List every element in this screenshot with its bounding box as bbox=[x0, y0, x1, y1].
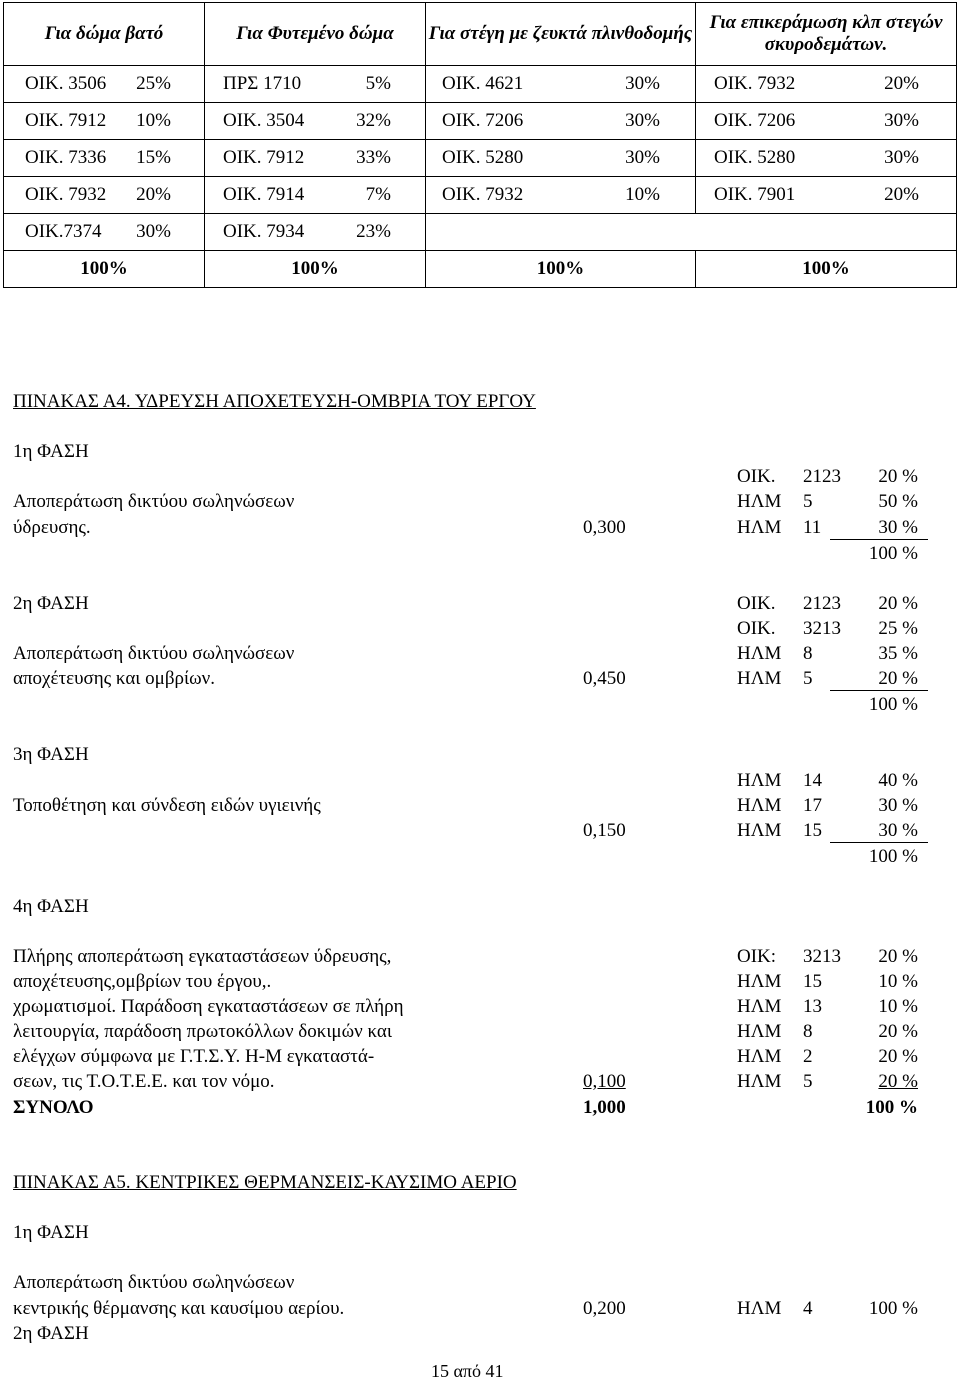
item-code: ΟΙΚ. bbox=[737, 466, 776, 487]
page-number: 15 από 41 bbox=[431, 1361, 504, 1381]
pct: 25% bbox=[136, 73, 171, 94]
code: ΟΙΚ. 7932 bbox=[442, 184, 524, 205]
item-percent: 35 % bbox=[878, 643, 918, 664]
sum-label: ΣΥΝΟΛΟ bbox=[13, 1097, 94, 1118]
item-number: 8 bbox=[803, 1021, 813, 1042]
code: ΟΙΚ. 7912 bbox=[223, 147, 305, 168]
pct: 7% bbox=[365, 184, 391, 205]
phase-description: σεων, τις Τ.Ο.Τ.Ε.Ε. και τον νόμο. bbox=[13, 1071, 275, 1092]
pct: 32% bbox=[356, 110, 391, 131]
phase-value: 0,150 bbox=[583, 820, 626, 841]
table-row bbox=[4, 103, 957, 140]
item-number: 14 bbox=[803, 770, 822, 791]
item-percent: 30 % bbox=[878, 795, 918, 816]
item-code: ΗΛΜ bbox=[737, 668, 782, 689]
code: ΟΙΚ. 7206 bbox=[714, 110, 796, 131]
code: ΟΙΚ. 7914 bbox=[223, 184, 305, 205]
header-cell: Για δώμα βατό bbox=[4, 3, 205, 66]
item-code: ΗΛΜ bbox=[737, 643, 782, 664]
item-percent: 30 % bbox=[878, 517, 918, 538]
header-cell: Για στέγη με ζευκτά πλινθοδομής bbox=[426, 3, 696, 66]
item-code: ΗΛΜ bbox=[737, 971, 782, 992]
item-percent: 20 % bbox=[878, 593, 918, 614]
item-percent: 40 % bbox=[878, 770, 918, 791]
pct: 30% bbox=[625, 110, 660, 131]
pct: 20% bbox=[136, 184, 171, 205]
item-percent: 25 % bbox=[878, 618, 918, 639]
item-code: ΟΙΚ. bbox=[737, 593, 776, 614]
item-percent: 20 % bbox=[878, 1046, 918, 1067]
item-number: 3213 bbox=[803, 618, 841, 639]
phase-total: 100 % bbox=[868, 543, 918, 564]
pct: 30% bbox=[884, 147, 919, 168]
phase-description: Αποπεράτωση δικτύου σωληνώσεων bbox=[13, 643, 295, 664]
phase-value: 0,450 bbox=[583, 668, 626, 689]
phase-value: 0,100 bbox=[583, 1071, 626, 1092]
phase-label: 4η ΦΑΣΗ bbox=[13, 896, 89, 917]
item-number: 13 bbox=[803, 996, 822, 1017]
code: ΟΙΚ. 7336 bbox=[25, 147, 107, 168]
code: ΠΡΣ 1710 bbox=[223, 73, 302, 94]
item-percent: 100 % bbox=[868, 1298, 918, 1319]
total-cell: 100% bbox=[426, 251, 696, 288]
item-number: 5 bbox=[803, 491, 813, 512]
item-number: 15 bbox=[803, 971, 822, 992]
item-percent: 10 % bbox=[878, 971, 918, 992]
phase-label: 1η ΦΑΣΗ bbox=[13, 441, 89, 462]
phase-description: ύδρευσης. bbox=[13, 517, 91, 538]
pct: 30% bbox=[625, 147, 660, 168]
table-row bbox=[4, 66, 957, 103]
phase-value: 0,200 bbox=[583, 1298, 626, 1319]
code: ΟΙΚ. 5280 bbox=[714, 147, 796, 168]
phase-label: 3η ΦΑΣΗ bbox=[13, 744, 89, 765]
total-cell: 100% bbox=[205, 251, 426, 288]
item-number: 5 bbox=[803, 1071, 813, 1092]
item-code: ΗΛΜ bbox=[737, 795, 782, 816]
pct: 15% bbox=[136, 147, 171, 168]
sum-value: 1,000 bbox=[583, 1097, 626, 1118]
sum-underline bbox=[830, 690, 928, 691]
code: ΟΙΚ. 3506 bbox=[25, 73, 107, 94]
item-code: ΗΛΜ bbox=[737, 770, 782, 791]
item-code: ΟΙΚ. bbox=[737, 618, 776, 639]
phase-label: 2η ΦΑΣΗ bbox=[13, 1323, 89, 1344]
code: ΟΙΚ. 7932 bbox=[714, 73, 796, 94]
phase-label: 1η ΦΑΣΗ bbox=[13, 1222, 89, 1243]
phase-description: Πλήρης αποπεράτωση εγκαταστάσεων ύδρευσης, bbox=[13, 946, 392, 967]
total-cell: 100% bbox=[4, 251, 205, 288]
phase-label: 2η ΦΑΣΗ bbox=[13, 593, 89, 614]
total-cell: 100% bbox=[696, 251, 957, 288]
item-number: 2 bbox=[803, 1046, 813, 1067]
item-number: 2123 bbox=[803, 466, 841, 487]
item-number: 15 bbox=[803, 820, 822, 841]
phase-description: ελέγχων σύμφωνα με Γ.Τ.Σ.Υ. Η-Μ εγκαταστά- bbox=[13, 1046, 375, 1067]
phase-description: κεντρικής θέρμανσης και καυσίμου αερίου. bbox=[13, 1298, 345, 1319]
item-number: 8 bbox=[803, 643, 813, 664]
empty-cell bbox=[426, 214, 957, 251]
pct: 30% bbox=[136, 221, 171, 242]
item-number: 17 bbox=[803, 795, 822, 816]
item-code: ΗΛΜ bbox=[737, 517, 782, 538]
code: ΟΙΚ. 5280 bbox=[442, 147, 524, 168]
header-cell: Για επικεράμωση κλπ στεγών σκυροδεμάτων. bbox=[696, 3, 957, 66]
phase-description: αποχέτευσης,ομβρίων του έργου,. bbox=[13, 971, 272, 992]
item-percent: 20 % bbox=[878, 466, 918, 487]
phase-total: 100 % bbox=[868, 846, 918, 867]
item-percent: 20 % bbox=[878, 668, 918, 689]
pct: 10% bbox=[136, 110, 171, 131]
code: ΟΙΚ. 7934 bbox=[223, 221, 305, 242]
pct: 20% bbox=[884, 184, 919, 205]
code: ΟΙΚ. 4621 bbox=[442, 73, 524, 94]
sum-underline bbox=[830, 539, 928, 540]
item-percent: 20 % bbox=[878, 946, 918, 967]
pct: 20% bbox=[884, 73, 919, 94]
pct: 5% bbox=[365, 73, 391, 94]
item-number: 2123 bbox=[803, 593, 841, 614]
sum-percent: 100 % bbox=[865, 1097, 918, 1118]
item-percent: 50 % bbox=[878, 491, 918, 512]
table-row bbox=[4, 177, 957, 214]
header-cell: Για Φυτεμένο δώμα bbox=[205, 3, 426, 66]
item-number: 11 bbox=[803, 517, 822, 538]
code: ΟΙΚ. 3504 bbox=[223, 110, 305, 131]
item-number: 4 bbox=[803, 1298, 813, 1319]
sum-underline bbox=[830, 842, 928, 843]
phase-description: Τοποθέτηση και σύνδεση ειδών υγιεινής bbox=[13, 795, 321, 816]
phase-description: Αποπεράτωση δικτύου σωληνώσεων bbox=[13, 491, 295, 512]
code: ΟΙΚ. 7932 bbox=[25, 184, 107, 205]
code: ΟΙΚ. 7901 bbox=[714, 184, 796, 205]
table-row bbox=[4, 140, 957, 177]
phase-total: 100 % bbox=[868, 694, 918, 715]
item-percent: 20 % bbox=[878, 1071, 918, 1092]
item-code: ΗΛΜ bbox=[737, 1071, 782, 1092]
phase-value: 0,300 bbox=[583, 517, 626, 538]
pct: 23% bbox=[356, 221, 391, 242]
table-header-row bbox=[4, 3, 957, 66]
item-number: 5 bbox=[803, 668, 813, 689]
code: ΟΙΚ. 7912 bbox=[25, 110, 107, 131]
item-percent: 20 % bbox=[878, 1021, 918, 1042]
coverage-table bbox=[3, 2, 957, 288]
item-code: ΟΙΚ: bbox=[737, 946, 777, 967]
phase-description: χρωματισμοί. Παράδοση εγκαταστάσεων σε πλήρη bbox=[13, 996, 404, 1017]
item-code: ΗΛΜ bbox=[737, 1021, 782, 1042]
code: ΟΙΚ. 7206 bbox=[442, 110, 524, 131]
pct: 30% bbox=[625, 73, 660, 94]
item-number: 3213 bbox=[803, 946, 841, 967]
code: ΟΙΚ.7374 bbox=[25, 221, 102, 242]
pct: 30% bbox=[884, 110, 919, 131]
item-code: ΗΛΜ bbox=[737, 996, 782, 1017]
table-row bbox=[4, 214, 957, 251]
phase-description: λειτουργία, παράδοση πρωτοκόλλων δοκιμών και bbox=[13, 1021, 392, 1042]
table-a5-title: ΠΙΝΑΚΑΣ Α5. ΚΕΝΤΡΙΚΕΣ ΘΕΡΜΑΝΣΕΙΣ-ΚΑΥΣΙΜΟ ΑΕΡΙΟ bbox=[13, 1172, 517, 1193]
item-code: ΗΛΜ bbox=[737, 1046, 782, 1067]
item-percent: 30 % bbox=[878, 820, 918, 841]
phase-description: αποχέτευσης και ομβρίων. bbox=[13, 668, 215, 689]
item-code: ΗΛΜ bbox=[737, 491, 782, 512]
phase-description: Αποπεράτωση δικτύου σωληνώσεων bbox=[13, 1272, 295, 1293]
pct: 33% bbox=[356, 147, 391, 168]
item-code: ΗΛΜ bbox=[737, 820, 782, 841]
totals-row bbox=[4, 251, 957, 288]
table-a4-title: ΠΙΝΑΚΑΣ Α4. ΥΔΡΕΥΣΗ ΑΠΟΧΕΤΕΥΣΗ-ΟΜΒΡΙΑ ΤΟΥ ΕΡΓΟΥ bbox=[13, 391, 536, 412]
item-percent: 10 % bbox=[878, 996, 918, 1017]
pct: 10% bbox=[625, 184, 660, 205]
item-code: ΗΛΜ bbox=[737, 1298, 782, 1319]
